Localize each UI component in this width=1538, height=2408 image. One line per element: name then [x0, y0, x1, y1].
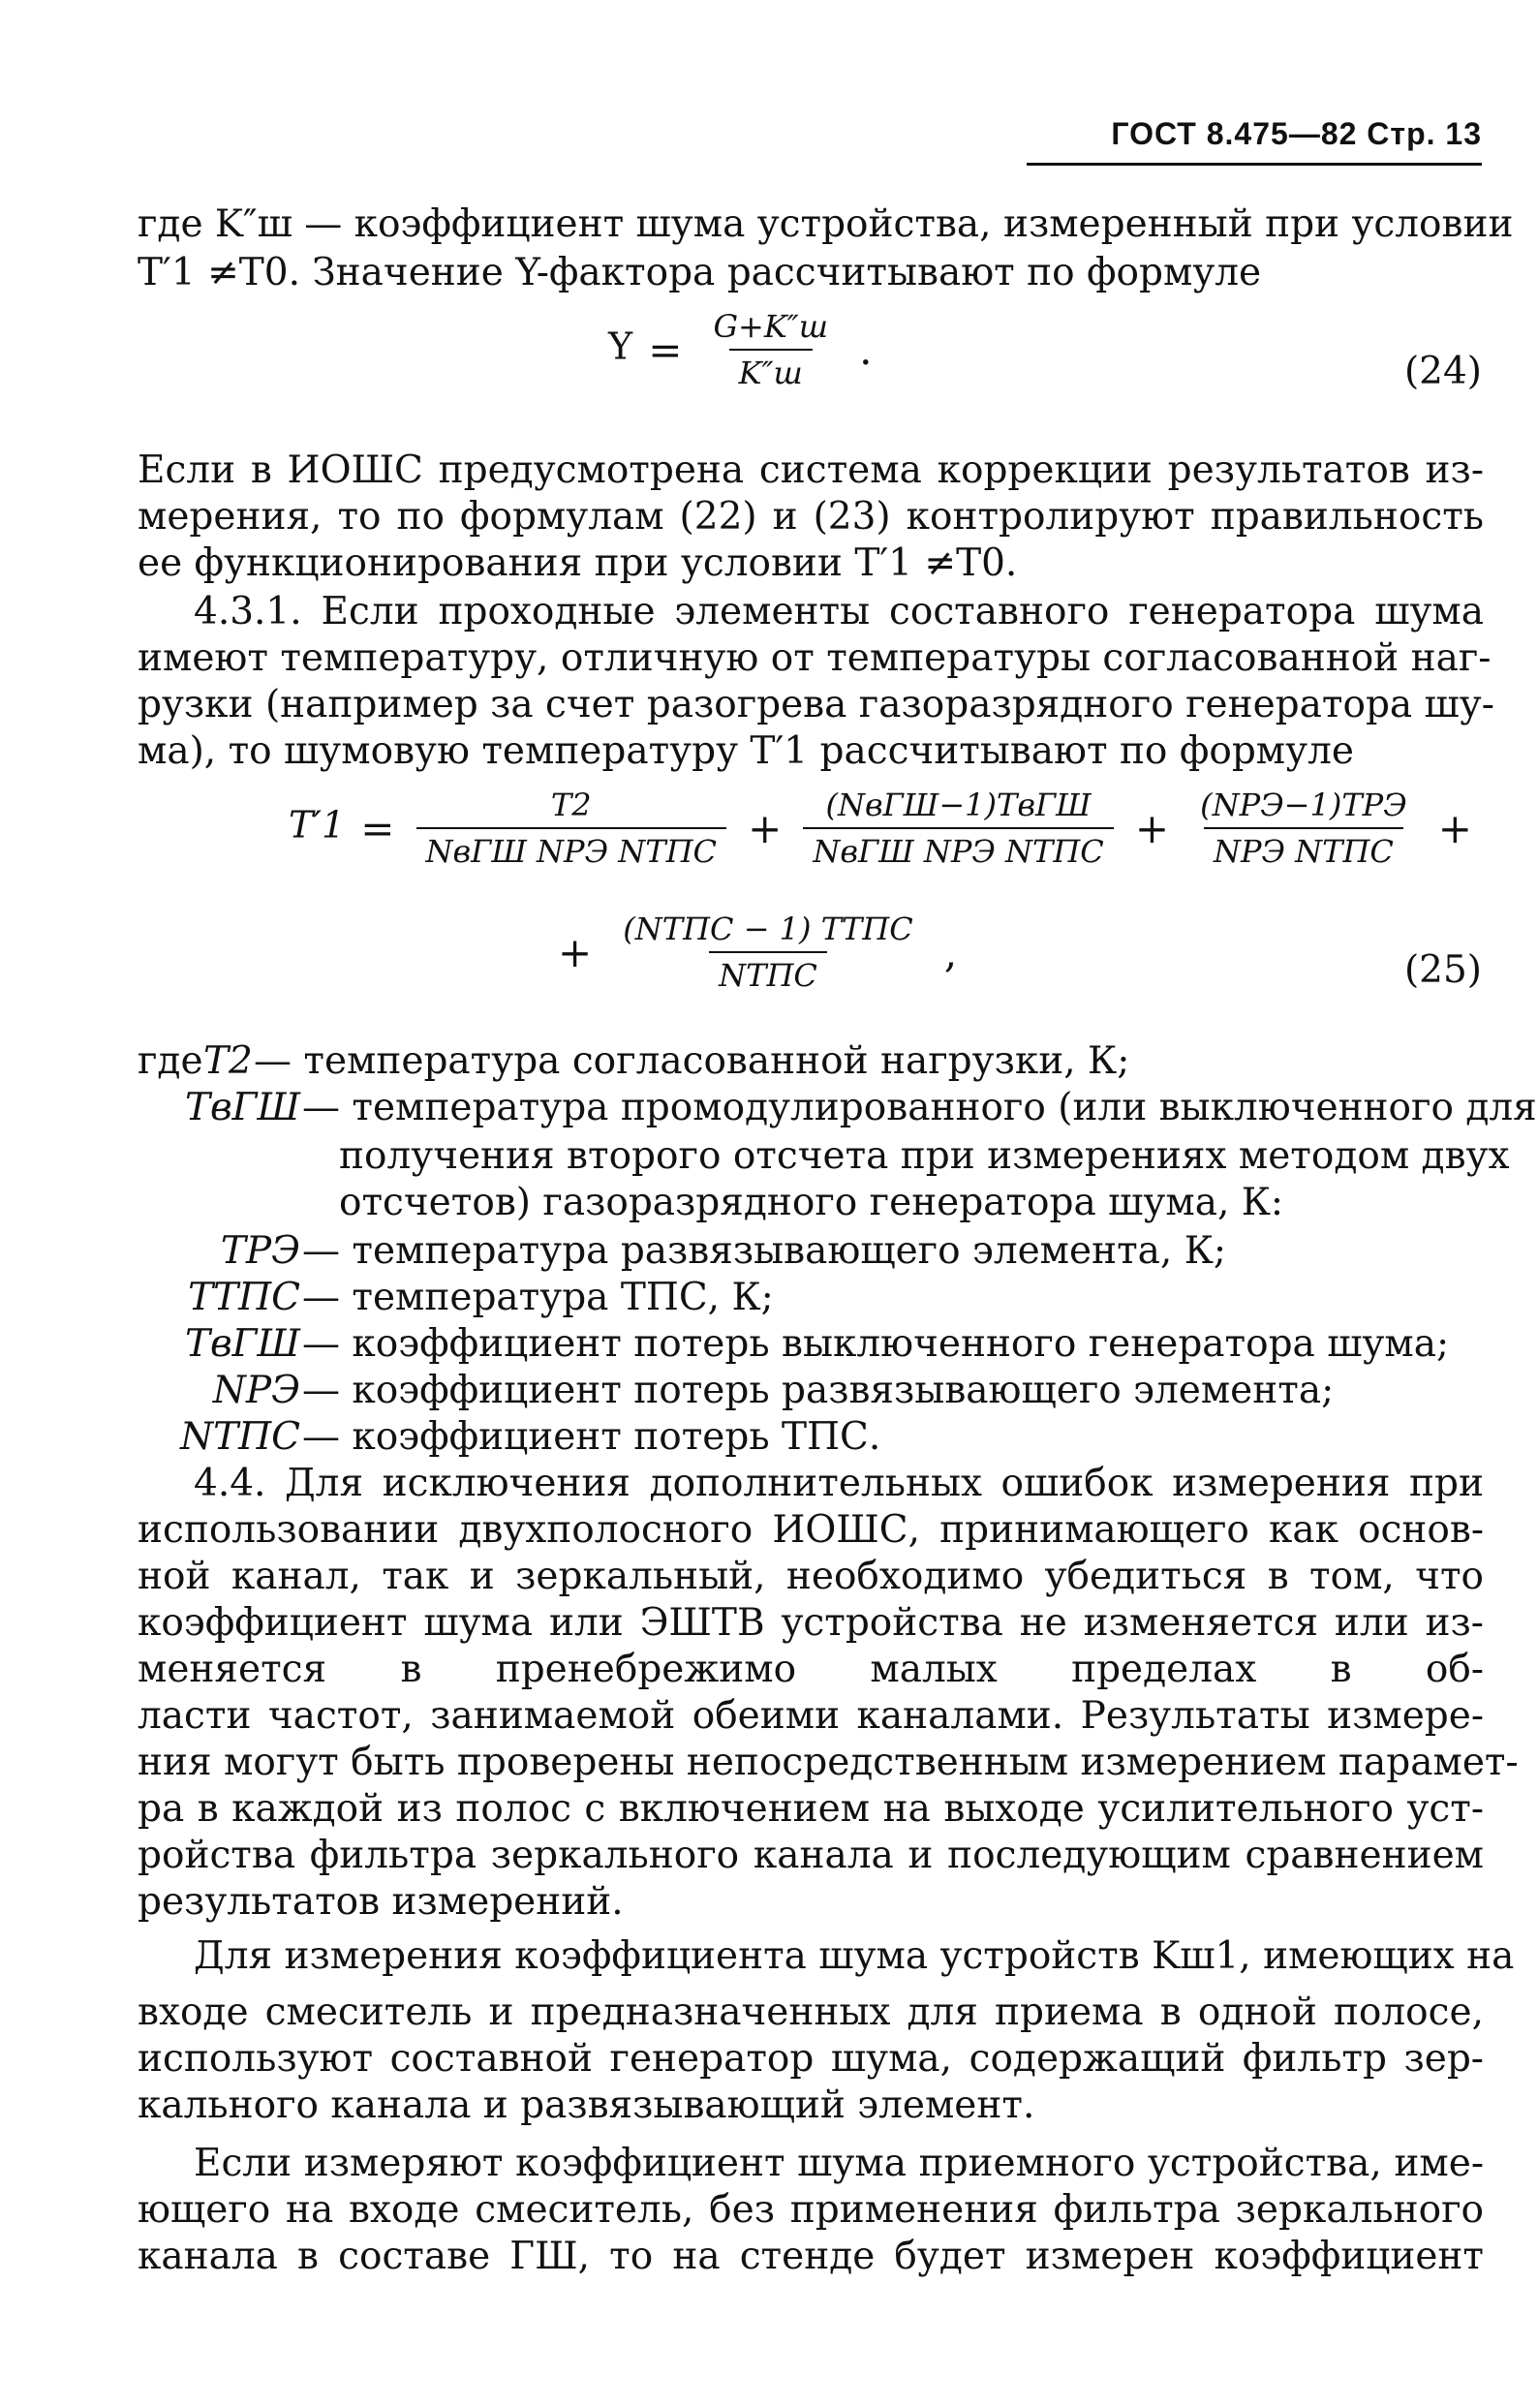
text-line: использовании двухполосного ИОШС, принимающего как основ-: [138, 1508, 1484, 1552]
text-line: используют составной генератор шума, содержащий фильтр зер-: [138, 2037, 1484, 2081]
definition-symbol: TвГШ: [184, 1086, 300, 1129]
definition-symbol: NРЭ: [212, 1369, 300, 1412]
definition-symbol: NТПС: [180, 1415, 300, 1459]
definition-text: — температура промодулированного (или выключенного для: [302, 1086, 1537, 1129]
definition-text: — температура согласованной нагрузки, К;: [254, 1039, 1130, 1083]
formula-numerator: T2: [550, 787, 592, 823]
definition-text: — коэффициент потерь выключенного генератора шума;: [302, 1322, 1450, 1366]
formula-plus: +: [748, 804, 783, 852]
text-line: ной канал, так и зеркальный, необходимо убедиться в том, что: [138, 1555, 1484, 1598]
formula-comma: ,: [943, 928, 958, 976]
formula-term-4: [613, 911, 922, 994]
text-line: 4.4. Для исключения дополнительных ошибок измерения при: [194, 1462, 1484, 1505]
definition-symbol: TРЭ: [220, 1229, 300, 1273]
text-line: Для измерения коэффициента шума устройств Kш1, имеющих на: [194, 1934, 1515, 1978]
equation-number: (24): [1403, 350, 1482, 393]
text-line: коэффициент шума или ЭШТВ устройства не изменяется или из-: [138, 1601, 1484, 1645]
formula-plus: +: [1437, 804, 1472, 852]
text-line: мерения, то по формулам (22) и (23) контролируют правильность: [138, 495, 1484, 539]
text-line: рузки (например за счет разогрева газоразрядного генератора шу-: [138, 683, 1494, 726]
header-rule: [1027, 163, 1482, 166]
text-line: ра в каждой из полос с включением на выходе усилительного уст-: [138, 1787, 1484, 1831]
definition-continuation: получения второго отсчета при измерениях методом двух: [339, 1134, 1510, 1178]
formula-numerator: (NРЭ−1)TРЭ: [1200, 787, 1407, 823]
formula-numerator: (NТПС − 1) TТПС: [623, 911, 913, 947]
text-line: результатов измерений.: [138, 1880, 624, 1924]
text-line: входе смеситель и предназначенных для приема в одной полосе,: [138, 1991, 1484, 2034]
definition-continuation: отсчетов) газоразрядного генератора шума, К:: [339, 1181, 1284, 1224]
definition-symbol: T2: [203, 1039, 253, 1083]
formula-25-line2: [554, 911, 961, 994]
definition-symbol: TвГШ: [184, 1322, 300, 1366]
definition-text: — коэффициент потерь развязывающего элемента;: [302, 1369, 1335, 1412]
formula-lhs: Y: [608, 324, 633, 368]
formula-eq: =: [360, 804, 395, 852]
text-line: T′1 ≠T0. Значение Y-фактора рассчитывают по формуле: [138, 251, 1262, 294]
definition-text: — температура ТПС, К;: [302, 1276, 774, 1319]
equation-number: (25): [1403, 948, 1482, 992]
text-line: ласти частот, занимаемой обеими каналами. Результаты измере-: [138, 1694, 1484, 1738]
formula-denominator: NРЭ NТПС: [1204, 827, 1403, 870]
formula-plus: +: [558, 928, 593, 976]
text-line: ющего на входе смеситель, без применения фильтра зеркального: [138, 2188, 1484, 2232]
text-line: меняется в пренебрежимо малых пределах в об-: [138, 1648, 1484, 1691]
text-line: ройства фильтра зеркального канала и последующим сравнением: [138, 1834, 1484, 1877]
formula-denominator: NТПС: [709, 951, 827, 994]
formula-24: [608, 308, 876, 391]
formula-numerator: G+K″ш: [713, 308, 829, 345]
text-line: 4.3.1. Если проходные элементы составного генератора шума: [194, 590, 1484, 633]
formula-denominator: NвГШ NРЭ NТПС: [803, 827, 1113, 870]
formula-plus: +: [1134, 804, 1170, 852]
formula-term-1: [416, 787, 726, 870]
formula-tail: .: [859, 325, 873, 374]
definition-text: — температура развязывающего элемента, К;: [302, 1229, 1227, 1273]
text-line: ния могут быть проверены непосредственным измерением парамет-: [138, 1741, 1519, 1784]
formula-numerator: (NвГШ−1)TвГШ: [825, 787, 1092, 823]
definition-symbol: TТПС: [188, 1276, 300, 1319]
formula-term-3: [1190, 787, 1417, 870]
text-line: ма), то шумовую температуру T′1 рассчитывают по формуле: [138, 729, 1354, 773]
text-line: где K″ш — коэффициент шума устройства, измеренный при условии: [138, 202, 1514, 246]
text-line: Если измеряют коэффициент шума приемного устройства, име-: [194, 2142, 1484, 2185]
definition-text: — коэффициент потерь ТПС.: [302, 1415, 881, 1459]
text-line: канала в составе ГШ, то на стенде будет измерен коэффициент: [138, 2235, 1484, 2278]
definitions-intro: где: [138, 1039, 203, 1083]
formula-lhs: T′1: [289, 803, 346, 847]
formula-denominator: NвГШ NРЭ NТПС: [416, 827, 726, 870]
formula-25-line1: [289, 787, 1476, 870]
formula-fraction: [703, 308, 838, 391]
text-line: имеют температуру, отличную от температуры согласованной наг-: [138, 636, 1492, 680]
formula-term-2: [803, 787, 1113, 870]
text-line: кального канала и развязывающий элемент.: [138, 2084, 1035, 2127]
text-line: Если в ИОШС предусмотрена система коррекции результатов из-: [138, 448, 1484, 492]
text-line: ее функционирования при условии T′1 ≠T0.: [138, 541, 1018, 585]
formula-eq: =: [648, 325, 683, 374]
formula-denominator: K″ш: [729, 349, 813, 391]
page-header: ГОСТ 8.475—82 Стр. 13: [1111, 116, 1482, 151]
